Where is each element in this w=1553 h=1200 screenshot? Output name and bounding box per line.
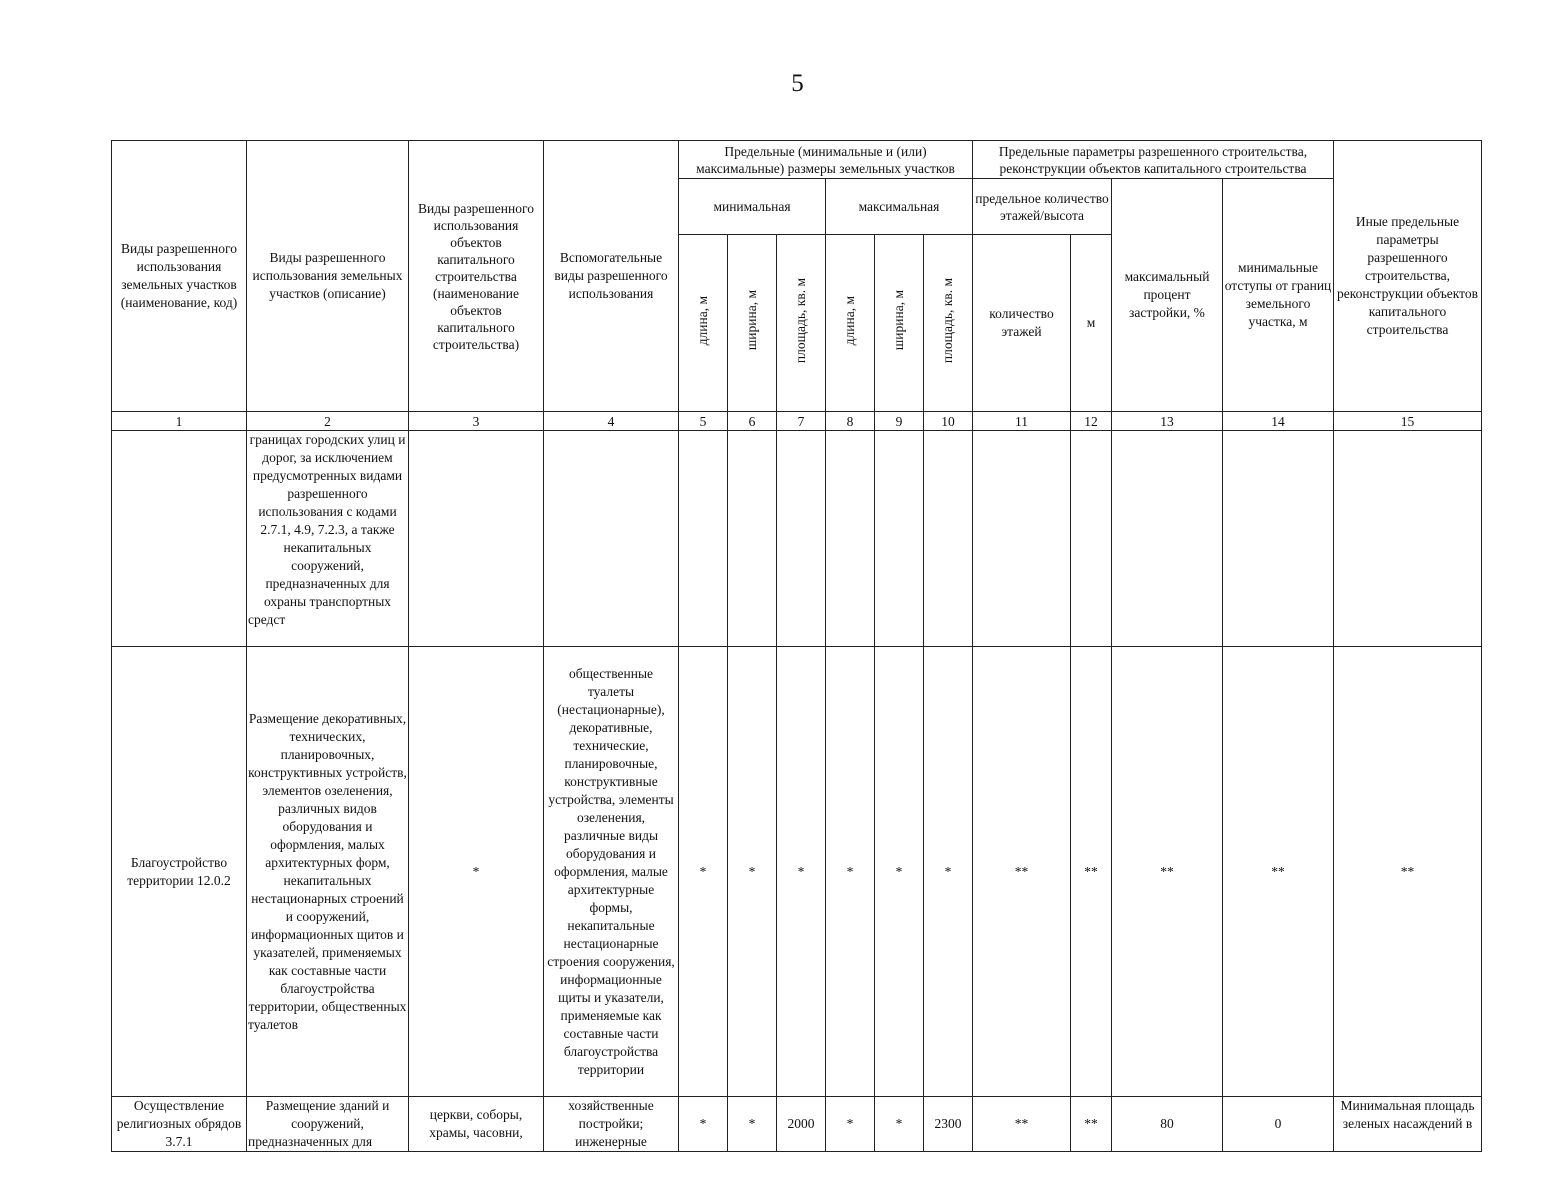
cell-capital-objects: * — [409, 647, 544, 1097]
header-group-max: максимальная — [826, 179, 973, 235]
cell-min-area: * — [777, 647, 826, 1097]
header-col2: Виды разрешенного использования земельных участков (описание) — [247, 141, 409, 412]
column-number: 5 — [679, 412, 728, 431]
column-number: 7 — [777, 412, 826, 431]
cell-height: ** — [1071, 647, 1112, 1097]
cell-max-length — [826, 431, 875, 647]
cell-min-area — [777, 431, 826, 647]
header-col3: Виды разрешенного использования объектов капитального строительства (наименование объектов капитального строительства) — [409, 141, 544, 412]
cell-auxiliary-uses: хозяйственные постройки; инженерные — [544, 1097, 679, 1152]
cell-min-width: * — [728, 647, 777, 1097]
header-col11: количество этажей — [973, 235, 1071, 412]
page-number: 5 — [791, 70, 804, 97]
land-use-table — [111, 140, 1482, 1152]
cell-min-length — [679, 431, 728, 647]
header-col13: максимальный процент застройки, % — [1112, 179, 1223, 412]
cell-setbacks: ** — [1223, 647, 1334, 1097]
cell-max-width: * — [875, 647, 924, 1097]
table-row — [112, 1097, 1482, 1152]
cell-setbacks — [1223, 431, 1334, 647]
cell-min-width: * — [728, 1097, 777, 1152]
cell-max-length: * — [826, 1097, 875, 1152]
cell-min-length: * — [679, 647, 728, 1097]
header-col12: м — [1071, 235, 1112, 412]
cell-floors: ** — [973, 1097, 1071, 1152]
header-group-floors: предельное количество этажей/высота — [973, 179, 1112, 235]
cell-use-name: Осуществление религиозных обрядов 3.7.1 — [112, 1097, 247, 1152]
header-col9: ширина, м — [891, 290, 906, 351]
cell-other-params — [1334, 431, 1482, 647]
table-row — [112, 431, 1482, 647]
header-col5: длина, м — [695, 295, 710, 346]
cell-max-width — [875, 431, 924, 647]
header-group-min: минимальная — [679, 179, 826, 235]
cell-max-area: 2300 — [924, 1097, 973, 1152]
cell-min-length: * — [679, 1097, 728, 1152]
column-number: 15 — [1334, 412, 1482, 431]
cell-height: ** — [1071, 1097, 1112, 1152]
column-number: 3 — [409, 412, 544, 431]
column-number: 4 — [544, 412, 679, 431]
cell-use-name — [112, 431, 247, 647]
cell-coverage — [1112, 431, 1223, 647]
cell-capital-objects — [409, 431, 544, 647]
cell-setbacks: 0 — [1223, 1097, 1334, 1152]
header-col4: Вспомогательные виды разрешенного использования — [544, 141, 679, 412]
cell-use-description: границах городских улиц и дорог, за исключением предусмотренных видами разрешенного использования с кодами 2.7.1, 4.9, 7.2.3, а также некапитальных сооружений, предназначенных для охраны транспортных средст — [247, 431, 409, 647]
header-col15: Иные предельные параметры разрешенного строительства, реконструкции объектов капитального строительства — [1334, 141, 1482, 412]
cell-other-params: Минимальная площадь зеленых насаждений в — [1334, 1097, 1482, 1152]
cell-capital-objects: церкви, соборы, храмы, часовни, — [409, 1097, 544, 1152]
cell-use-description: Размещение зданий и сооружений, предназначенных для — [247, 1097, 409, 1152]
cell-coverage: ** — [1112, 647, 1223, 1097]
cell-min-area: 2000 — [777, 1097, 826, 1152]
header-group-sizes: Предельные (минимальные и (или) максимальные) размеры земельных участков — [679, 141, 973, 179]
column-number: 14 — [1223, 412, 1334, 431]
column-number: 8 — [826, 412, 875, 431]
cell-max-width: * — [875, 1097, 924, 1152]
header-group-params: Предельные параметры разрешенного строительства, реконструкции объектов капитального строительства — [973, 141, 1334, 179]
cell-use-description: Размещение декоративных, технических, планировочных, конструктивных устройств, элементов озеленения, различных видов оборудования и оформления, малых архитектурных форм, некапитальных нестационарных строений и сооружений, информационных щитов и указателей, применяемых как составные части благоустройства территории, общественных туалетов — [247, 647, 409, 1097]
column-number: 2 — [247, 412, 409, 431]
cell-height — [1071, 431, 1112, 647]
cell-max-area: * — [924, 647, 973, 1097]
cell-max-area — [924, 431, 973, 647]
cell-use-name: Благоустройство территории 12.0.2 — [112, 647, 247, 1097]
column-number: 11 — [973, 412, 1071, 431]
header-col7: площадь, кв. м — [793, 277, 808, 364]
header-col8: длина, м — [842, 295, 857, 346]
cell-floors: ** — [973, 647, 1071, 1097]
header-col6: ширина, м — [744, 290, 759, 351]
column-number: 6 — [728, 412, 777, 431]
column-number: 13 — [1112, 412, 1223, 431]
cell-other-params: ** — [1334, 647, 1482, 1097]
cell-auxiliary-uses — [544, 431, 679, 647]
column-number: 12 — [1071, 412, 1112, 431]
column-number: 10 — [924, 412, 973, 431]
column-number: 1 — [112, 412, 247, 431]
column-number: 9 — [875, 412, 924, 431]
header-col1: Виды разрешенного использования земельных участков (наименование, код) — [112, 141, 247, 412]
cell-coverage: 80 — [1112, 1097, 1223, 1152]
cell-auxiliary-uses: общественные туалеты (нестационарные), декоративные, технические, планировочные, конструктивные устройства, элементы озеленения, различные виды оборудования и оформления, малые архитектурные формы, некапитальные нестационарные строения сооружения, информационные щиты и указатели, применяемые как составные части благоустройства территории — [544, 647, 679, 1097]
cell-min-width — [728, 431, 777, 647]
cell-floors — [973, 431, 1071, 647]
table-row — [112, 647, 1482, 1097]
cell-max-length: * — [826, 647, 875, 1097]
column-number-row — [112, 412, 1482, 431]
header-col10: площадь, кв. м — [940, 277, 955, 364]
header-col14: минимальные отступы от границ земельного участка, м — [1223, 179, 1334, 412]
